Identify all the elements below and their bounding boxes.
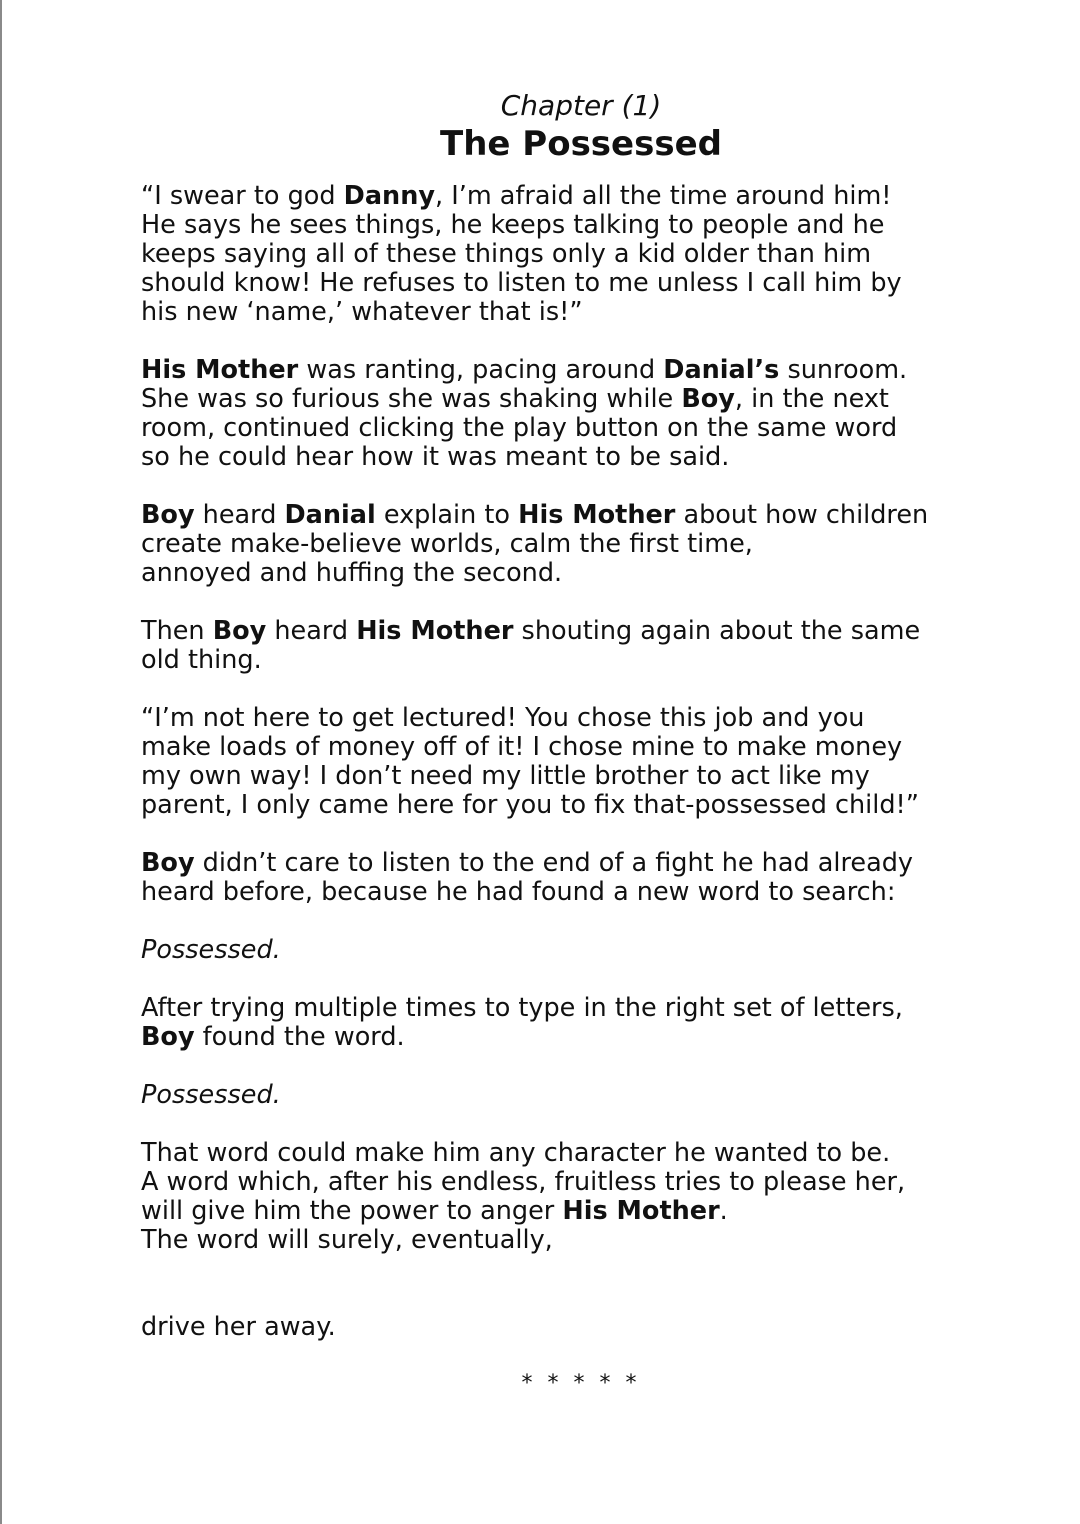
name-his-mother: His Mother — [356, 616, 514, 646]
paragraph-1 — [141, 182, 1021, 327]
paragraph-line: Boy found the word. — [141, 1022, 405, 1052]
name-boy: Boy — [141, 1022, 195, 1052]
line-gap — [141, 1255, 1021, 1313]
paragraph-line: create make-believe worlds, calm the first time, — [141, 529, 753, 559]
name-his-mother: His Mother — [518, 500, 676, 530]
name-boy: Boy — [141, 500, 195, 530]
paragraph-4 — [141, 617, 1021, 675]
paragraph-line: After trying multiple times to type in the right set of letters, — [141, 993, 903, 1023]
name-his-mother: His Mother — [562, 1196, 720, 1226]
paragraph-2 — [141, 356, 1021, 472]
paragraph-line: should know! He refuses to listen to me unless I call him by — [141, 268, 902, 298]
paragraph-line: Boy didn’t care to listen to the end of a fight he had already — [141, 848, 913, 878]
paragraph-line: His Mother was ranting, pacing around Danial’s sunroom. — [141, 355, 908, 385]
name-his-mother: His Mother — [141, 355, 299, 385]
paragraph-7 — [141, 994, 1021, 1052]
paragraph-line: keeps saying all of these things only a kid older than him — [141, 239, 872, 269]
document-page — [141, 88, 1021, 1396]
paragraph-line: drive her away. — [141, 1312, 336, 1342]
paragraph-line: Boy heard Danial explain to His Mother about how children — [141, 500, 929, 530]
italic-word-2: Possessed. — [141, 1080, 281, 1110]
name-danial: Danial — [284, 500, 376, 530]
paragraph-line: heard before, because he had found a new word to search: — [141, 877, 896, 907]
paragraph-3 — [141, 501, 1021, 588]
section-separator: * * * * * — [521, 1371, 641, 1396]
italic-word-1: Possessed. — [141, 935, 281, 965]
chapter-label: Chapter (1) — [500, 89, 662, 122]
paragraph-line: “I’m not here to get lectured! You chose this job and you — [141, 703, 865, 733]
paragraph-line: The word will surely, eventually, — [141, 1225, 553, 1255]
name-danials: Danial’s — [663, 355, 780, 385]
paragraph-line: old thing. — [141, 645, 262, 675]
paragraph-line: annoyed and huffing the second. — [141, 558, 563, 588]
name-boy: Boy — [212, 616, 267, 646]
paragraph-line: A word which, after his endless, fruitless tries to please her, — [141, 1167, 906, 1197]
paragraph-5 — [141, 704, 1021, 820]
paragraph-line: make loads of money off of it! I chose mine to make money — [141, 732, 903, 762]
name-boy: Boy — [141, 848, 195, 878]
page-edge-line — [0, 0, 2, 1524]
paragraph-line: That word could make him any character he wanted to be. — [141, 1138, 891, 1168]
paragraph-line: “I swear to god Danny, I’m afraid all the time around him! — [141, 181, 892, 211]
paragraph-line: She was so furious she was shaking while Boy, in the next — [141, 384, 889, 414]
paragraph-line: He says he sees things, he keeps talking to people and he — [141, 210, 885, 240]
paragraph-line: my own way! I don’t need my little brother to act like my — [141, 761, 870, 791]
paragraph-8 — [141, 1139, 1021, 1342]
name-boy: Boy — [681, 384, 735, 414]
paragraph-line: will give him the power to anger His Mother. — [141, 1196, 728, 1226]
paragraph-line: parent, I only came here for you to fix that-possessed child!” — [141, 790, 919, 820]
paragraph-line: Then Boy heard His Mother shouting again about the same — [141, 616, 921, 646]
paragraph-line: room, continued clicking the play button on the same word — [141, 413, 898, 443]
paragraph-line: so he could hear how it was meant to be said. — [141, 442, 730, 472]
name-danny: Danny — [343, 181, 435, 211]
chapter-title: The Possessed — [440, 124, 722, 164]
paragraph-6 — [141, 849, 1021, 907]
paragraph-line: his new ‘name,’ whatever that is!” — [141, 297, 583, 327]
